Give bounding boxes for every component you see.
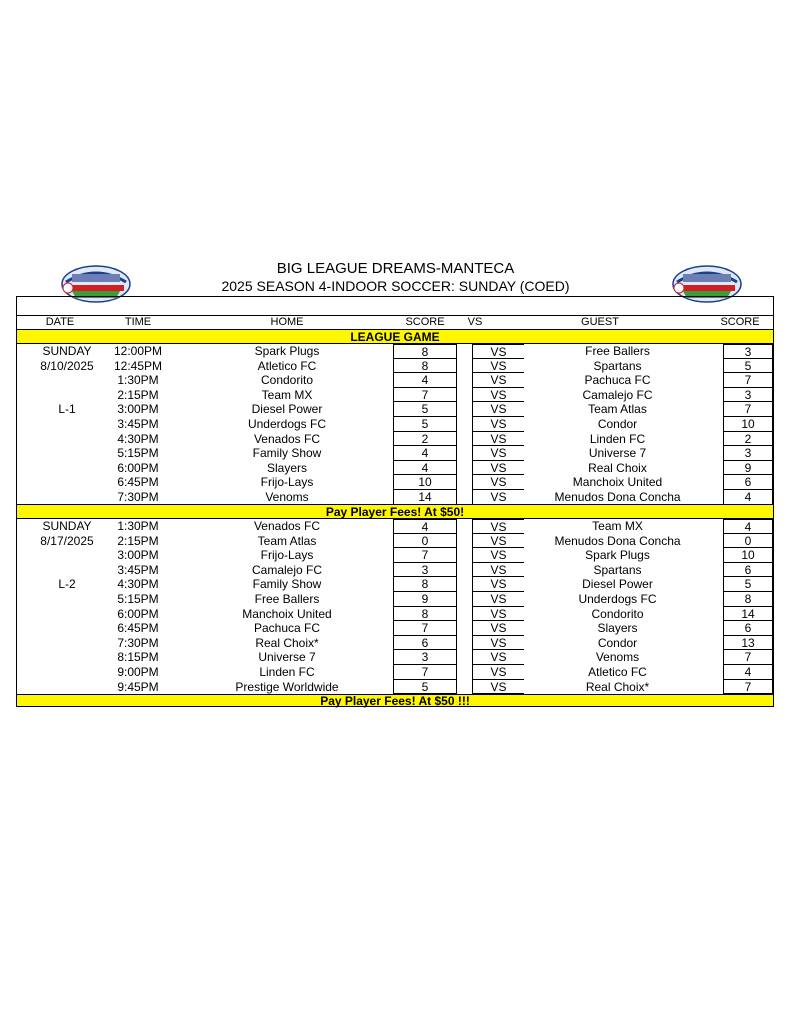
- vs-label: VS: [472, 592, 524, 607]
- game-time: 6:45PM: [117, 475, 159, 490]
- game-time: 9:00PM: [117, 665, 159, 679]
- guest-score: 10: [723, 417, 773, 432]
- header-date: DATE: [45, 316, 75, 328]
- vs-label: VS: [472, 680, 524, 695]
- game-row: [17, 665, 773, 680]
- guest-team: Spartans: [593, 562, 642, 577]
- vs-label: VS: [472, 388, 524, 403]
- home-team: Pachuca FC: [253, 621, 321, 636]
- home-score: 14: [393, 490, 457, 505]
- game-row: [17, 519, 773, 534]
- game-row: [17, 607, 773, 622]
- guest-team: Universe 7: [588, 446, 647, 461]
- vs-label: VS: [472, 344, 524, 359]
- home-team: Real Choix*: [255, 635, 319, 650]
- week-2-label: L-2: [58, 577, 76, 592]
- week-2-day: SUNDAY: [42, 519, 92, 533]
- game-time: 4:30PM: [117, 431, 159, 446]
- guest-team: Underdogs FC: [578, 592, 657, 606]
- home-score: 4: [393, 446, 457, 461]
- guest-team: Diesel Power: [582, 577, 653, 592]
- home-score: 4: [393, 373, 457, 388]
- home-score: 5: [393, 680, 457, 695]
- guest-team: Camalejo FC: [582, 387, 653, 402]
- guest-team: Team Atlas: [588, 402, 647, 417]
- vs-label: VS: [472, 446, 524, 461]
- header-time: TIME: [124, 316, 152, 328]
- vs-label: VS: [472, 461, 524, 476]
- league-game-band: LEAGUE GAME: [17, 329, 773, 344]
- week-1-date: 8/10/2025: [40, 358, 94, 373]
- guest-score: 3: [723, 446, 773, 461]
- guest-score: 10: [723, 548, 773, 563]
- guest-team: Real Choix*: [585, 679, 650, 694]
- guest-score: 13: [723, 636, 773, 651]
- game-row: [17, 417, 773, 432]
- guest-score: 3: [723, 344, 773, 359]
- guest-team: Venoms: [595, 650, 640, 665]
- guest-team: Linden FC: [589, 431, 646, 446]
- game-time: 3:00PM: [117, 402, 159, 417]
- home-team: Family Show: [252, 446, 322, 461]
- vs-label: VS: [472, 636, 524, 651]
- game-row: [17, 446, 773, 461]
- guest-team: Menudos Dona Concha: [554, 490, 681, 504]
- vs-label: VS: [472, 665, 524, 680]
- guest-team: Free Ballers: [585, 344, 650, 358]
- column-headers: [17, 316, 773, 329]
- guest-team: Spartans: [593, 358, 642, 373]
- guest-team: Slayers: [597, 621, 638, 636]
- game-time: 7:30PM: [117, 635, 159, 650]
- game-row: [17, 563, 773, 578]
- home-score: 8: [393, 577, 457, 592]
- header-score-guest: SCORE: [720, 316, 760, 328]
- guest-score: 6: [723, 621, 773, 636]
- vs-label: VS: [472, 548, 524, 563]
- vs-label: VS: [472, 519, 524, 534]
- guest-score: 7: [723, 650, 773, 665]
- guest-team: Condor: [597, 417, 638, 431]
- guest-score: 9: [723, 461, 773, 476]
- vs-label: VS: [472, 490, 524, 505]
- game-row: [17, 344, 773, 359]
- home-team: Frijo-Lays: [260, 548, 314, 563]
- home-score: 8: [393, 607, 457, 622]
- game-row: [17, 490, 773, 505]
- vs-label: VS: [472, 402, 524, 417]
- home-score: 9: [393, 592, 457, 607]
- guest-score: 4: [723, 490, 773, 505]
- guest-team: Condor: [597, 635, 638, 650]
- guest-score: 4: [723, 665, 773, 680]
- vs-label: VS: [472, 607, 524, 622]
- vs-label: VS: [472, 359, 524, 374]
- vs-label: VS: [472, 432, 524, 447]
- home-team: Venados FC: [253, 519, 321, 533]
- home-team: Linden FC: [259, 665, 315, 679]
- game-row: [17, 359, 773, 374]
- fee-band-1: Pay Player Fees! At $50!: [17, 504, 773, 519]
- guest-team: Pachuca FC: [584, 373, 651, 388]
- home-team: Prestige Worldwide: [235, 679, 339, 694]
- game-row: [17, 680, 773, 695]
- page-subtitle: 2025 SEASON 4-INDOOR SOCCER: SUNDAY (COED): [221, 278, 570, 294]
- guest-score: 5: [723, 577, 773, 592]
- guest-score: 6: [723, 563, 773, 578]
- game-row: [17, 621, 773, 636]
- game-time: 6:00PM: [117, 460, 159, 475]
- home-score: 6: [393, 636, 457, 651]
- home-score: 7: [393, 548, 457, 563]
- guest-score: 7: [723, 373, 773, 388]
- game-row: [17, 636, 773, 651]
- guest-team: Condorito: [591, 606, 644, 621]
- game-time: 3:45PM: [117, 417, 159, 431]
- game-time: 8:15PM: [117, 650, 159, 665]
- game-time: 4:30PM: [117, 577, 159, 592]
- game-time: 2:15PM: [117, 387, 159, 402]
- vs-label: VS: [472, 563, 524, 578]
- top-strip: [17, 297, 773, 316]
- game-time: 5:15PM: [117, 592, 159, 606]
- game-row: [17, 534, 773, 549]
- vs-label: VS: [472, 577, 524, 592]
- guest-team: Menudos Dona Concha: [554, 533, 681, 548]
- game-time: 6:00PM: [117, 606, 159, 621]
- guest-score: 7: [723, 402, 773, 417]
- guest-score: 2: [723, 432, 773, 447]
- guest-score: 3: [723, 388, 773, 403]
- guest-team: Manchoix United: [572, 475, 663, 490]
- week-1-label: L-1: [58, 402, 76, 417]
- home-score: 4: [393, 461, 457, 476]
- home-score: 7: [393, 388, 457, 403]
- game-time: 2:15PM: [117, 533, 159, 548]
- guest-team: Team MX: [592, 519, 643, 533]
- home-score: 10: [393, 475, 457, 490]
- home-score: 7: [393, 665, 457, 680]
- game-time: 12:45PM: [113, 358, 163, 373]
- home-team: Team MX: [261, 387, 313, 402]
- guest-score: 7: [723, 680, 773, 695]
- game-time: 7:30PM: [117, 490, 159, 504]
- game-row: [17, 650, 773, 665]
- fee-band-2: Pay Player Fees! At $50 !!!: [17, 694, 773, 707]
- game-row: [17, 461, 773, 476]
- header-vs: VS: [467, 316, 483, 328]
- game-row: [17, 432, 773, 447]
- game-time: 3:00PM: [117, 548, 159, 563]
- home-team: Manchoix United: [242, 606, 332, 621]
- home-score: 5: [393, 402, 457, 417]
- guest-score: 5: [723, 359, 773, 374]
- header-score: SCORE: [405, 316, 445, 328]
- home-team: Camalejo FC: [251, 562, 323, 577]
- home-team: Family Show: [252, 577, 322, 592]
- guest-team: Atletico FC: [588, 665, 647, 679]
- guest-score: 8: [723, 592, 773, 607]
- home-team: Slayers: [266, 460, 307, 475]
- home-score: 2: [393, 432, 457, 447]
- guest-team: Real Choix: [588, 460, 647, 475]
- game-row: [17, 475, 773, 490]
- home-team: Condorito: [260, 373, 314, 388]
- page-title: BIG LEAGUE DREAMS-MANTECA: [276, 260, 515, 277]
- guest-score: 0: [723, 534, 773, 549]
- schedule-sheet: [16, 296, 774, 707]
- vs-label: VS: [472, 373, 524, 388]
- home-score: 7: [393, 621, 457, 636]
- week-1-day: SUNDAY: [42, 344, 92, 358]
- vs-label: VS: [472, 650, 524, 665]
- game-time: 1:30PM: [117, 519, 159, 533]
- game-row: [17, 388, 773, 403]
- vs-label: VS: [472, 417, 524, 432]
- game-row: [17, 548, 773, 563]
- game-row: [17, 373, 773, 388]
- vs-label: VS: [472, 475, 524, 490]
- header-home: HOME: [270, 316, 304, 328]
- home-team: Free Ballers: [254, 592, 320, 606]
- game-row: [17, 592, 773, 607]
- home-team: Underdogs FC: [247, 417, 327, 431]
- game-row: [17, 402, 773, 417]
- game-time: 12:00PM: [113, 344, 163, 358]
- game-time: 5:15PM: [117, 446, 159, 461]
- guest-score: 14: [723, 607, 773, 622]
- guest-score: 4: [723, 519, 773, 534]
- home-team: Diesel Power: [251, 402, 323, 417]
- game-time: 6:45PM: [117, 621, 159, 636]
- home-score: 4: [393, 519, 457, 534]
- game-time: 9:45PM: [117, 679, 159, 694]
- home-score: 8: [393, 344, 457, 359]
- home-score: 5: [393, 417, 457, 432]
- home-score: 0: [393, 534, 457, 549]
- home-team: Spark Plugs: [254, 344, 320, 358]
- home-team: Atletico FC: [257, 358, 317, 373]
- vs-label: VS: [472, 534, 524, 549]
- vs-label: VS: [472, 621, 524, 636]
- home-score: 8: [393, 359, 457, 374]
- game-time: 3:45PM: [117, 562, 159, 577]
- guest-score: 6: [723, 475, 773, 490]
- home-team: Venoms: [265, 490, 309, 504]
- home-score: 3: [393, 650, 457, 665]
- home-team: Frijo-Lays: [260, 475, 314, 490]
- home-team: Universe 7: [258, 650, 316, 665]
- game-time: 1:30PM: [117, 373, 159, 388]
- week-2-date: 8/17/2025: [40, 533, 94, 548]
- game-row: [17, 577, 773, 592]
- home-team: Venados FC: [253, 431, 321, 446]
- home-team: Team Atlas: [257, 533, 317, 548]
- home-score: 3: [393, 563, 457, 578]
- guest-team: Spark Plugs: [585, 548, 650, 563]
- header-guest: GUEST: [581, 316, 619, 328]
